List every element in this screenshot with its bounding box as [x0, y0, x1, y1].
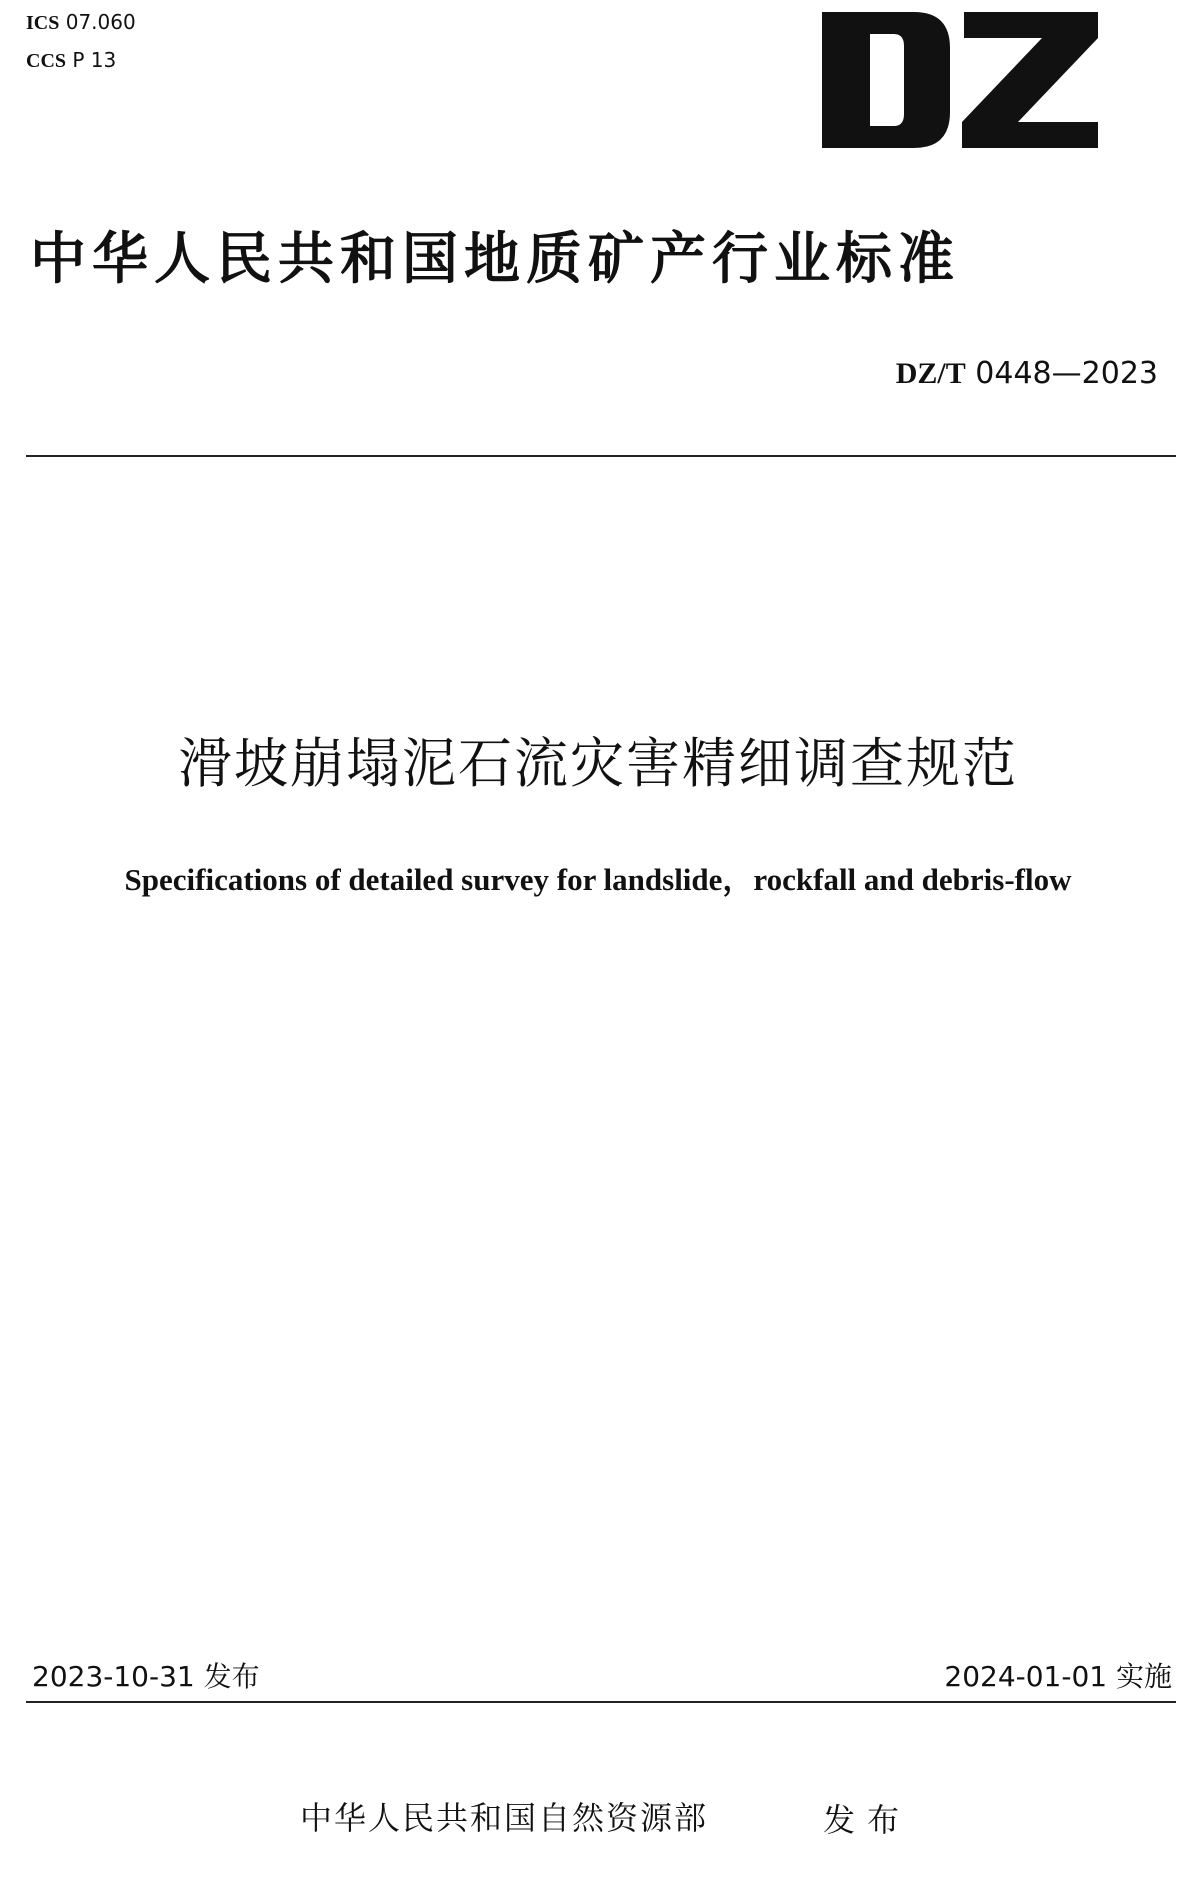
ccs-value: P 13 — [72, 48, 117, 72]
ics-value: 07.060 — [65, 10, 136, 34]
ccs-number — [26, 48, 116, 73]
standard-code — [896, 356, 1158, 392]
header-divider — [26, 455, 1176, 457]
document-title-en: Specifications of detailed survey for landslide，rockfall and debris-flow — [124, 862, 1072, 897]
ccs-label: CCS — [26, 50, 67, 72]
document-title-cn: 滑坡崩塌泥石流灾害精细调查规范 — [178, 732, 1018, 795]
standard-code-prefix: DZ/T — [895, 357, 966, 390]
issuer: 中华人民共和国自然资源部 — [300, 1799, 709, 1837]
issue-word: 发布 — [823, 1801, 912, 1839]
footer-divider — [26, 1701, 1176, 1703]
ics-label: ICS — [26, 12, 60, 34]
standard-title: 中华人民共和国地质矿产行业标准 — [30, 227, 960, 292]
implement-date: 2024-01-01 实施 — [944, 1660, 1172, 1693]
standard-code-number: 0448—2023 — [975, 356, 1158, 391]
ics-number — [26, 10, 136, 35]
publish-date: 2023-10-31 发布 — [32, 1660, 260, 1693]
dz-logo — [822, 12, 1098, 148]
